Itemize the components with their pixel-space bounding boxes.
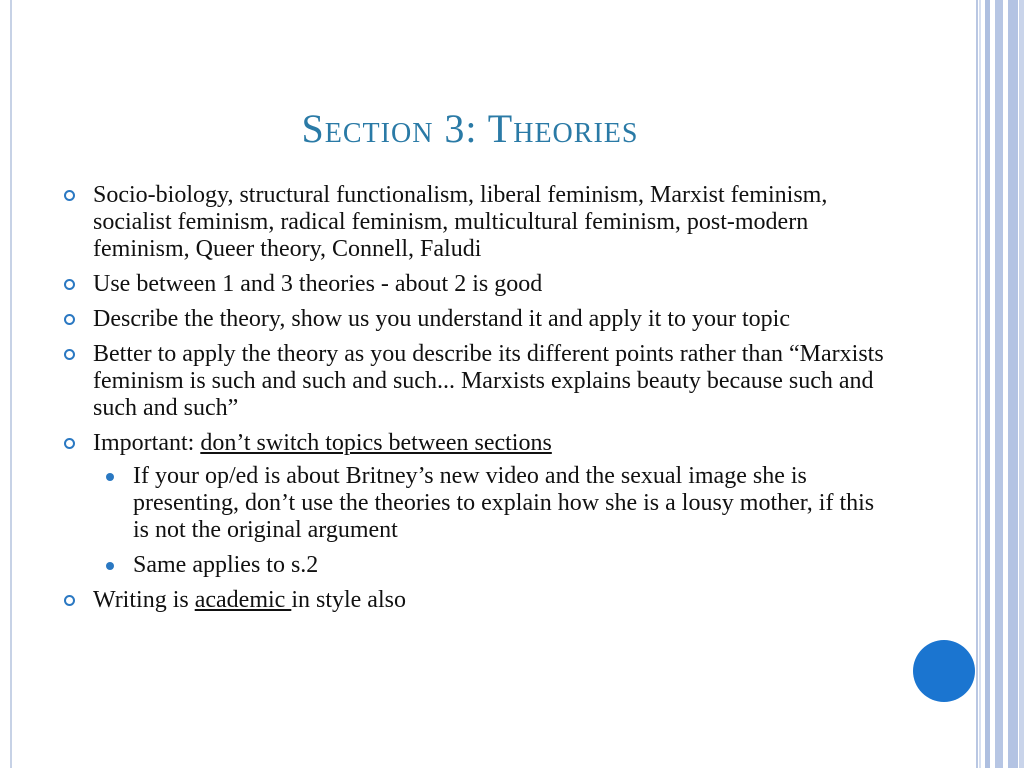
list-item [60, 587, 890, 614]
circle-bullet-icon [64, 595, 75, 606]
circle-bullet-icon [64, 190, 75, 201]
list-item [60, 182, 890, 263]
sub-list-item [93, 552, 890, 579]
bullet-list [60, 182, 890, 614]
list-item-prefix: Writing is [93, 587, 195, 613]
list-item [60, 341, 890, 422]
list-item-text: Better to apply the theory as you describe its different points rather than “Marxists feminism is such and such and such... Marxists explains beauty because such and such and such” [93, 341, 884, 421]
sub-list-item [93, 463, 890, 544]
sub-list-item-text: If your op/ed is about Britney’s new video and the sexual image she is presenting, don’t use the theories to explain how she is a lousy mother, if this is not the original argument [133, 463, 875, 543]
list-item-text: Socio-biology, structural functionalism, liberal feminism, Marxist feminism, socialist feminism, radical feminism, multicultural feminism, post-modern feminism, Queer theory, Connell, Faludi [93, 182, 828, 262]
stripe [976, 0, 978, 768]
decorative-circle [913, 640, 975, 702]
sub-list-item-text: Same applies to s.2 [133, 552, 319, 578]
slide-content [60, 182, 890, 622]
list-item-text: Use between 1 and 3 theories - about 2 is good [93, 271, 543, 297]
circle-bullet-icon [64, 349, 75, 360]
dot-bullet-icon [106, 562, 114, 570]
stripe [991, 0, 993, 768]
slide-title: Section 3: Theories [301, 106, 639, 151]
list-item [60, 271, 890, 298]
list-item-prefix: Important: [93, 430, 201, 456]
stripe [995, 0, 1003, 768]
circle-bullet-icon [64, 438, 75, 449]
stripe [1004, 0, 1006, 768]
right-decorative-stripes [976, 0, 1024, 768]
dot-bullet-icon [106, 473, 114, 481]
circle-bullet-icon [64, 279, 75, 290]
stripe [1008, 0, 1018, 768]
sub-bullet-list [93, 463, 890, 579]
list-item-text: Describe the theory, show us you understand it and apply it to your topic [93, 306, 790, 332]
list-item-suffix: in style also [291, 587, 406, 613]
stripe [985, 0, 990, 768]
circle-bullet-icon [64, 314, 75, 325]
stripe [979, 0, 981, 768]
list-item [60, 430, 890, 579]
left-border-line [10, 0, 12, 768]
list-item-emphasis: don’t switch topics between sections [200, 430, 552, 456]
list-item-emphasis: academic [194, 587, 292, 613]
stripe [1019, 0, 1024, 768]
list-item [60, 306, 890, 333]
